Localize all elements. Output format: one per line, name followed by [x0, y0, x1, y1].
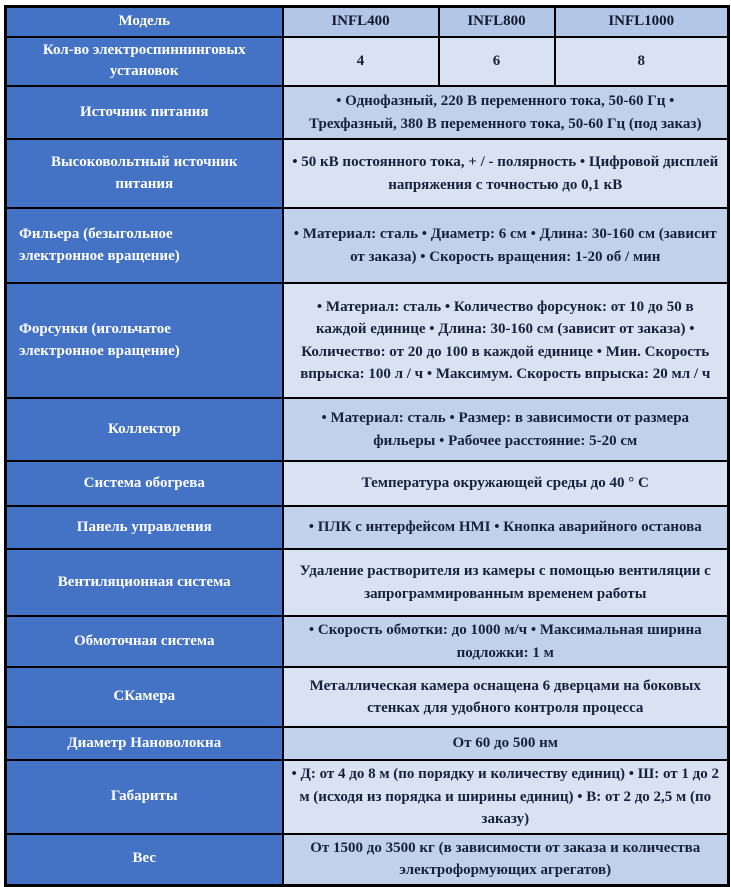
spec-row-heating: [6, 461, 729, 506]
model-cell-infl400: INFL400: [283, 7, 439, 37]
row-value: • Скорость обмотки: до 1000 м/ч • Максимальная ширина подложки: 1 м: [283, 616, 729, 667]
header-label-model: Модель: [6, 7, 283, 37]
spec-row-hv-power: [6, 139, 729, 208]
model-cell-infl1000: INFL1000: [555, 7, 729, 37]
row-label: Высоковольтный источник питания: [6, 139, 283, 208]
row-label: СКамера: [6, 667, 283, 727]
row-label: Форсунки (игольчатое электронное вращение): [6, 283, 283, 398]
spec-row-nozzles: [6, 283, 729, 398]
row-label: Вентиляционная система: [6, 549, 283, 616]
row-value: От 1500 до 3500 кг (в зависимости от заказа и количества электроформующих агрегатов): [283, 834, 729, 886]
row-label: Габариты: [6, 760, 283, 834]
spec-table: [4, 5, 730, 887]
row-value: • Материал: сталь • Размер: в зависимости от размера фильеры • Рабочее расстояние: 5-20 см: [283, 398, 729, 461]
spec-row-dimensions: [6, 760, 729, 834]
row-label-unit-count: Кол-во электроспиннинговых установок: [6, 37, 283, 87]
row-value: Удаление растворителя из камеры с помощью вентиляции с запрограммированным временем работы: [283, 549, 729, 616]
model-cell-infl800: INFL800: [439, 7, 555, 37]
row-value: • Материал: сталь • Количество форсунок: от 10 до 50 в каждой единице • Длина: 30-160 см (зависит от заказа) • Количество: от 20 до 100 в каждой единице • Мин. Скорость впрыска: 100 л / ч • Максимум. Скорость впрыска: 20 мл / ч: [283, 283, 729, 398]
row-value: • ПЛК с интерфейсом HMI • Кнопка аварийного останова: [283, 506, 729, 549]
spec-row-power-source: [6, 86, 729, 139]
unit-count-infl1000: 8: [555, 37, 729, 87]
row-label: Фильера (безыгольное электронное вращение): [6, 208, 283, 283]
spec-row-control-panel: [6, 506, 729, 549]
spec-row-spinneret: [6, 208, 729, 283]
header-row: [6, 7, 729, 37]
spec-row-weight: [6, 834, 729, 886]
row-value: От 60 до 500 нм: [283, 727, 729, 760]
row-value: Температура окружающей среды до 40 ° C: [283, 461, 729, 506]
row-label: Коллектор: [6, 398, 283, 461]
spec-row-nanofiber-diameter: [6, 727, 729, 760]
row-label: Панель управления: [6, 506, 283, 549]
row-label: Диаметр Нановолокна: [6, 727, 283, 760]
row-value: • Материал: сталь • Диаметр: 6 см • Длина: 30-160 см (зависит от заказа) • Скорость вращения: 1-20 об / мин: [283, 208, 729, 283]
row-value: • 50 кВ постоянного тока, + / - полярность • Цифровой дисплей напряжения с точностью до 0,1 кВ: [283, 139, 729, 208]
count-row: [6, 37, 729, 87]
spec-row-winding: [6, 616, 729, 667]
unit-count-infl800: 6: [439, 37, 555, 87]
unit-count-infl400: 4: [283, 37, 439, 87]
row-label: Обмоточная система: [6, 616, 283, 667]
spec-row-collector: [6, 398, 729, 461]
row-label: Система обогрева: [6, 461, 283, 506]
spec-row-ventilation: [6, 549, 729, 616]
spec-row-chamber: [6, 667, 729, 727]
row-value: • Д: от 4 до 8 м (по порядку и количеству единиц) • Ш: от 1 до 2 м (исходя из порядка и ширины единиц) • В: от 2 до 2,5 м (по заказу): [283, 760, 729, 834]
row-value: • Однофазный, 220 В переменного тока, 50-60 Гц • Трехфазный, 380 В переменного тока, 50-60 Гц (под заказ): [283, 86, 729, 139]
row-label: Источник питания: [6, 86, 283, 139]
row-label: Вес: [6, 834, 283, 886]
row-value: Металлическая камера оснащена 6 дверцами на боковых стенках для удобного контроля процесса: [283, 667, 729, 727]
